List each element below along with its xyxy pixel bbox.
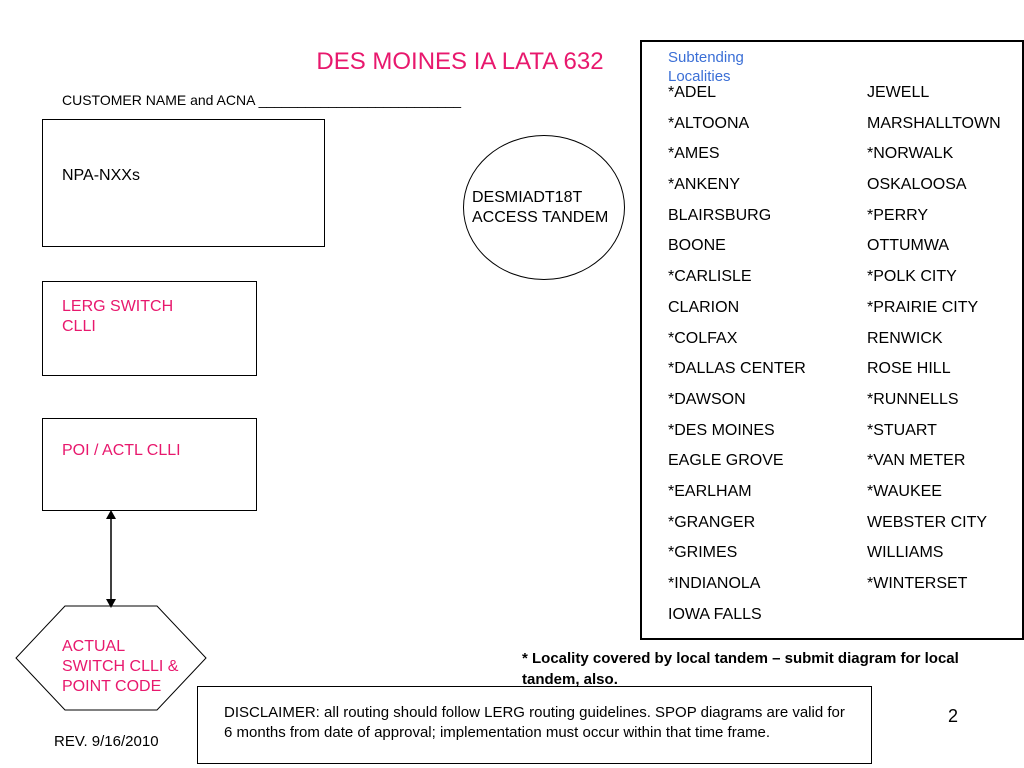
lerg-switch-clli-label	[62, 297, 173, 337]
locality-item: *GRIMES	[668, 544, 738, 562]
access-tandem-label	[472, 188, 608, 228]
locality-item: *PERRY	[867, 206, 929, 224]
locality-item: *RUNNELLS	[867, 390, 959, 408]
actual-line-2: SWITCH CLLI &	[62, 658, 179, 675]
locality-item: RENWICK	[867, 329, 943, 347]
locality-item: IOWA FALLS	[668, 605, 762, 623]
locality-item: *ALTOONA	[668, 114, 750, 132]
locality-item: *POLK CITY	[867, 268, 957, 286]
actual-line-3: POINT CODE	[62, 678, 162, 695]
locality-item: *WINTERSET	[867, 575, 968, 592]
locality-item: *DALLAS CENTER	[668, 360, 806, 378]
revision-date: REV. 9/16/2010	[54, 733, 159, 750]
locality-item: *INDIANOLA	[668, 575, 761, 592]
locality-item: CLARION	[668, 298, 740, 316]
npa-nxx-box	[42, 119, 325, 247]
locality-item: *AMES	[668, 145, 720, 163]
connector-arrow	[100, 510, 122, 608]
lerg-switch-clli-box	[42, 281, 257, 376]
locality-item: WILLIAMS	[867, 544, 944, 562]
subtending-heading: Subtending Localities	[668, 49, 744, 85]
locality-item: *CARLISLE	[668, 268, 752, 286]
locality-item: BOONE	[668, 237, 726, 255]
locality-item: JEWELL	[867, 84, 930, 101]
locality-item: *DES MOINES	[668, 421, 775, 439]
locality-item: *DAWSON	[668, 390, 746, 408]
locality-item: *COLFAX	[668, 329, 738, 347]
poi-actl-clli-label: POI / ACTL CLLI	[62, 442, 181, 459]
footnote: * Locality covered by local tandem – submit diagram for local tandem, also.	[522, 650, 959, 688]
locality-item: *STUART	[867, 421, 937, 439]
locality-item: ROSE HILL	[867, 360, 951, 378]
locality-item: *NORWALK	[867, 145, 954, 163]
actual-switch-label	[62, 637, 178, 697]
locality-item: BLAIRSBURG	[668, 206, 772, 224]
locality-item: *WAUKEE	[867, 482, 942, 500]
localities-left-column	[668, 78, 806, 630]
actual-line-1: ACTUAL	[62, 638, 126, 655]
disclaimer-text: DISCLAIMER: all routing should follow LERG routing guidelines. SPOP diagrams are valid for 6 months from date of approval; implementation must occur within that time frame.	[224, 704, 845, 741]
poi-actl-clli-box	[42, 418, 257, 511]
lerg-line-2: CLLI	[62, 318, 96, 335]
tandem-clli: DESMIADT18T	[472, 189, 583, 206]
locality-item: OTTUMWA	[867, 237, 950, 255]
localities-right-column	[867, 78, 1001, 600]
locality-item: WEBSTER CITY	[867, 513, 988, 531]
locality-item: OSKALOOSA	[867, 176, 967, 194]
locality-item: EAGLE GROVE	[668, 452, 784, 470]
customer-name-acna-line: CUSTOMER NAME and ACNA __________________________	[62, 92, 462, 108]
page-title: DES MOINES IA LATA 632	[316, 48, 604, 75]
locality-item: *EARLHAM	[668, 482, 752, 500]
locality-item: *ANKENY	[668, 176, 741, 194]
lerg-line-1: LERG SWITCH	[62, 298, 174, 315]
page-number: 2	[948, 706, 959, 726]
locality-item: MARSHALLTOWN	[867, 114, 1001, 132]
locality-item: *ADEL	[668, 84, 717, 101]
locality-item: *VAN METER	[867, 452, 966, 470]
locality-item: *GRANGER	[668, 513, 756, 531]
npa-nxx-label: NPA-NXXs	[62, 167, 140, 184]
locality-item: *PRAIRIE CITY	[867, 298, 979, 316]
tandem-type: ACCESS TANDEM	[472, 209, 609, 226]
